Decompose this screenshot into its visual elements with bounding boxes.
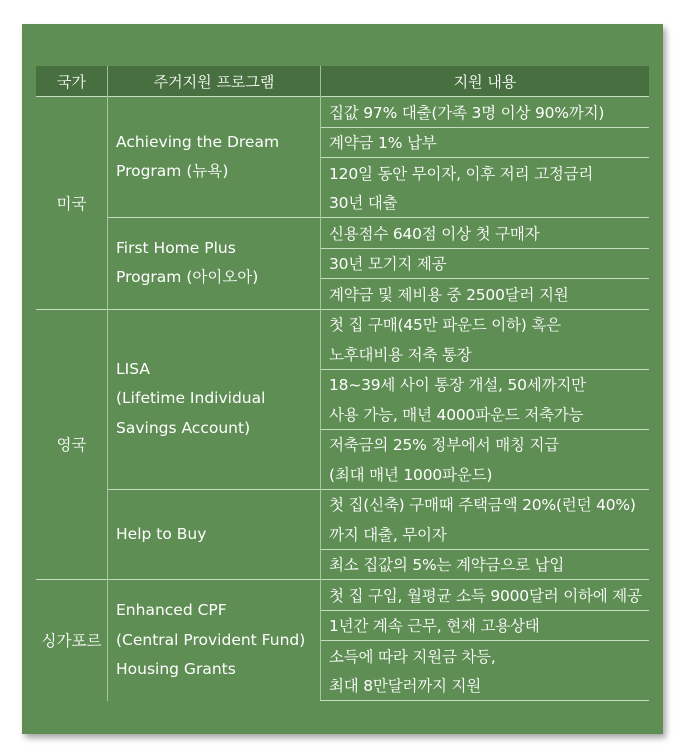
- program-cell: [108, 309, 321, 489]
- detail-cell: 30년 모기지 제공: [321, 248, 650, 279]
- detail-cell: 첫 집(신축) 구매때 주택금액 20%(런던 40%): [321, 489, 650, 519]
- table-panel: [22, 24, 663, 734]
- header-detail: 지원 내용: [321, 66, 650, 97]
- program-line: (Central Provident Fund): [116, 630, 306, 649]
- detail-cell: 까지 대출, 무이자: [321, 519, 650, 549]
- table-row: [36, 97, 649, 128]
- program-line: Savings Account): [116, 418, 251, 437]
- detail-cell: 첫 집 구매(45만 파운드 이하) 혹은: [321, 309, 650, 339]
- table-row: [36, 580, 649, 611]
- detail-cell: 계약금 1% 납부: [321, 127, 650, 158]
- detail-cell: 최소 집값의 5%는 계약금으로 납입: [321, 549, 650, 580]
- program-line: Achieving the Dream: [116, 132, 280, 151]
- detail-cell: 18~39세 사이 통장 개설, 50세까지만: [321, 369, 650, 399]
- program-line: Housing Grants: [116, 660, 236, 678]
- program-line: LISA: [116, 359, 150, 378]
- detail-cell: 신용점수 640점 이상 첫 구매자: [321, 218, 650, 249]
- detail-cell: 집값 97% 대출(가족 3명 이상 90%까지): [321, 97, 650, 128]
- detail-cell: 계약금 및 제비용 중 2500달러 지원: [321, 279, 650, 310]
- program-line: Enhanced CPF: [116, 601, 227, 619]
- country-cell: 미국: [36, 97, 108, 310]
- detail-cell: 저축금의 25% 정부에서 매칭 지급: [321, 429, 650, 459]
- table-row: [36, 309, 649, 339]
- housing-support-table: [36, 66, 649, 701]
- detail-cell: 사용 가능, 매년 4000파운드 저축가능: [321, 399, 650, 429]
- header-program: 주거지원 프로그램: [108, 66, 321, 97]
- country-cell: 싱가포르: [36, 580, 108, 701]
- detail-cell: 소득에 따라 지원금 차등,: [321, 641, 650, 671]
- country-cell: 영국: [36, 309, 108, 580]
- program-cell: [108, 580, 321, 701]
- header-country: 국가: [36, 66, 108, 97]
- program-line: Program (아이오아): [116, 268, 259, 287]
- detail-cell: 노후대비용 저축 통장: [321, 339, 650, 369]
- detail-cell: 120일 동안 무이자, 이후 저리 고정금리: [321, 158, 650, 188]
- program-line: (Lifetime Individual: [116, 389, 266, 408]
- program-line: First Home Plus: [116, 238, 236, 257]
- program-cell: [108, 489, 321, 580]
- program-line: Help to Buy: [116, 524, 207, 543]
- header-row: [36, 66, 649, 97]
- table-row: [36, 489, 649, 519]
- detail-cell: 30년 대출: [321, 188, 650, 218]
- detail-cell: (최대 매년 1000파운드): [321, 459, 650, 489]
- detail-cell: 첫 집 구입, 월평균 소득 9000달러 이하에 제공: [321, 580, 650, 611]
- program-cell: [108, 218, 321, 310]
- detail-cell: 1년간 계속 근무, 현재 고용상태: [321, 610, 650, 641]
- table-row: [36, 218, 649, 249]
- detail-cell: 최대 8만달러까지 지원: [321, 671, 650, 701]
- program-line: Program (뉴욕): [116, 162, 229, 180]
- program-cell: [108, 97, 321, 218]
